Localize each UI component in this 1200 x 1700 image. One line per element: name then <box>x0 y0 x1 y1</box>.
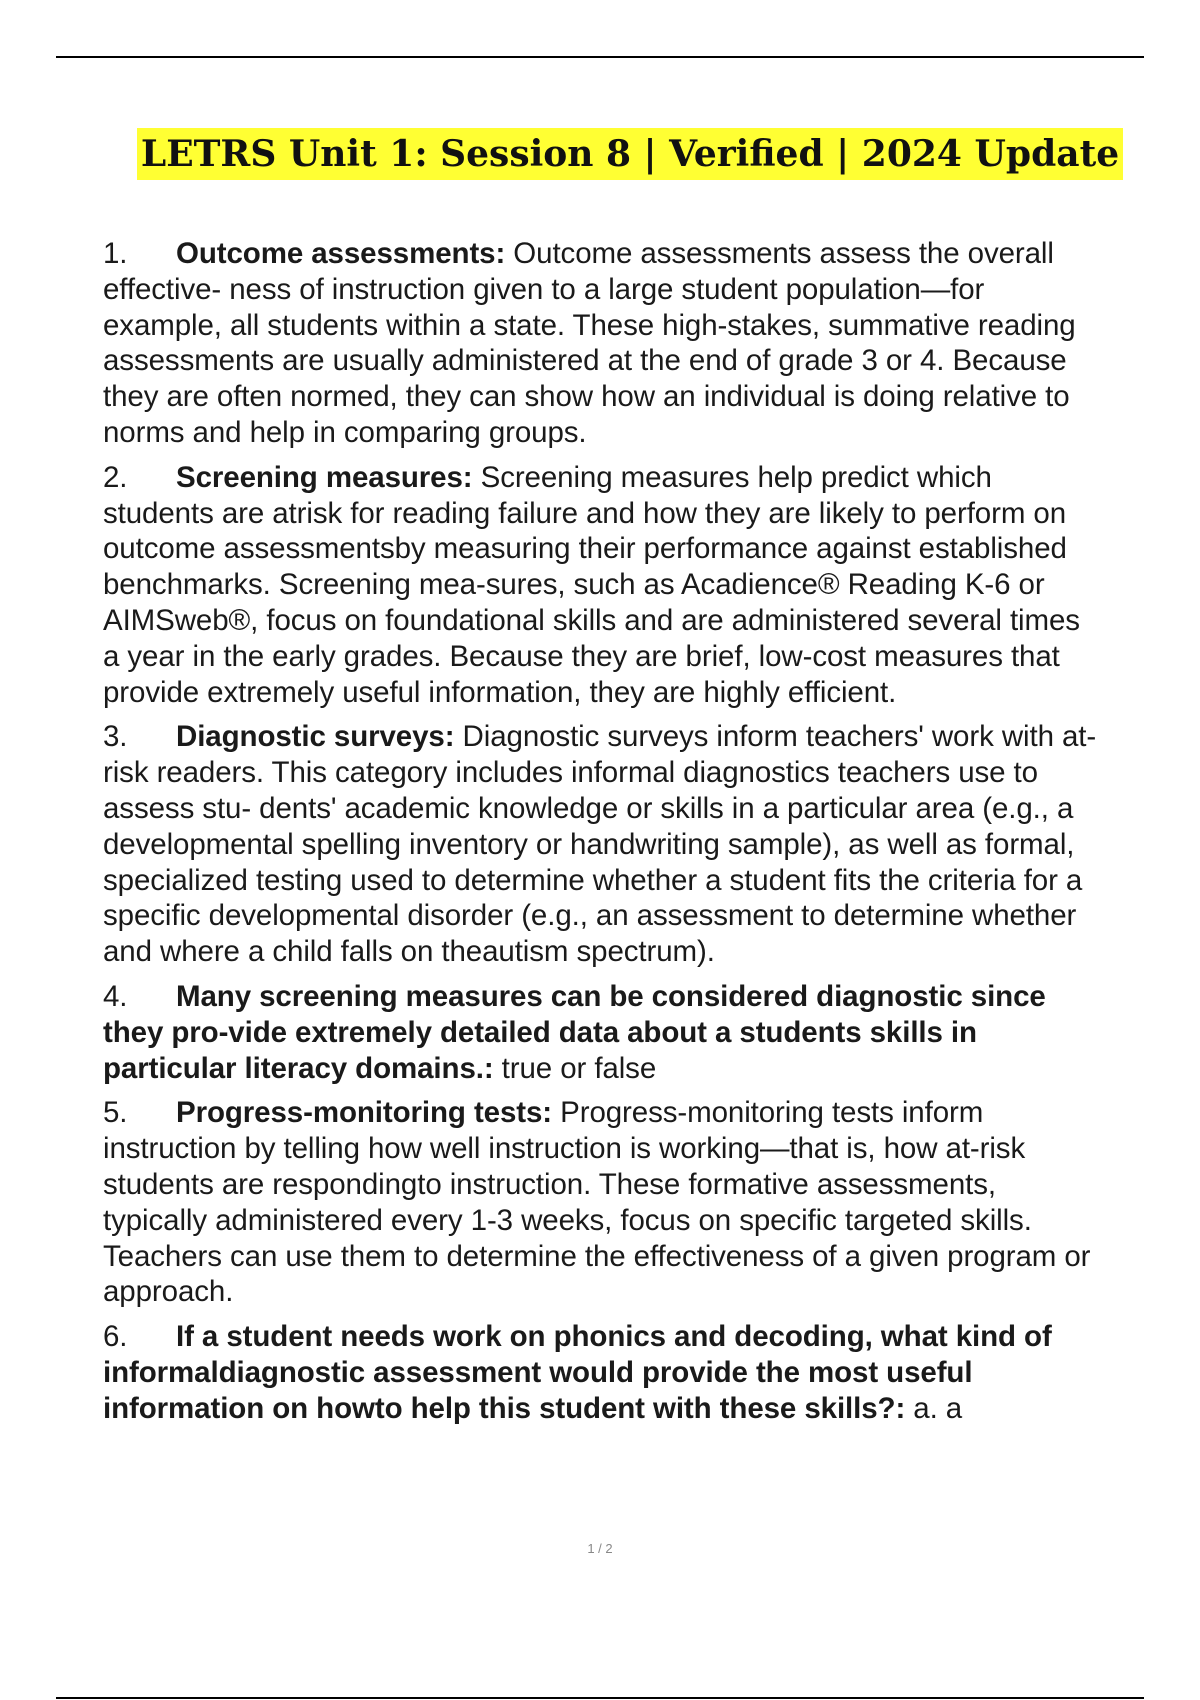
item-term: Screening measures: <box>176 460 473 494</box>
item-term: Diagnostic surveys: <box>176 720 455 754</box>
item-text: Screening measures help predict which students are atrisk for reading failure and how they are likely to perform on outcome assessmentsby measuring their performance against established benchmarks. Screening mea-sures, such as Acadience® Reading K-6 or AIMSweb®, focus on foundational skills and are administered several times a year in the early grades. Because they are brief, low-cost measures that provide extremely useful information, they are highly efficient. <box>103 460 1080 709</box>
list-item <box>103 979 1103 1086</box>
item-number: 2. <box>103 460 128 494</box>
document-title: LETRS Unit 1: Session 8 | Verified | 2024 Update <box>137 128 1123 180</box>
item-number: 6. <box>103 1320 128 1354</box>
list-item <box>103 719 1103 970</box>
item-term: Outcome assessments: <box>176 237 506 270</box>
item-number: 1. <box>103 237 128 270</box>
item-number: 5. <box>103 1096 128 1130</box>
item-text: Progress-monitoring tests inform instruction by telling how well instruction is working—that is, how at-risk students are respondingto instruction. These formative assessments, typically administered every 1-3 weeks, focus on specific targeted skills. Teachers can use them to determine the effectiveness of a given program or approach. <box>103 1096 1091 1309</box>
item-number: 3. <box>103 720 128 754</box>
list-item <box>103 236 1103 451</box>
page-indicator: 1 / 2 <box>587 1541 613 1556</box>
item-text: Diagnostic surveys inform teachers' work with at-risk readers. This category includes informal diagnostics teachers use to assess stu- dents' academic knowledge or skills in a particular area (e.g., a developmental spelling inventory or handwriting sample), as well as formal, specialized testing used to determine whether a student fits the criteria for a specific developmental disorder (e.g., an assessment to determine whether and where a child falls on theautism spectrum). <box>103 720 1097 969</box>
question-list <box>103 236 1103 1436</box>
item-term: Progress-monitoring tests: <box>176 1096 553 1130</box>
item-term: If a student needs work on phonics and decoding, what kind of informaldiagnostic assessment would provide the most useful information on howto help this student with these skills?: <box>103 1320 1052 1425</box>
list-item <box>103 1095 1103 1310</box>
item-text: true or false <box>493 1051 657 1085</box>
list-item <box>103 1319 1103 1426</box>
bottom-rule <box>56 1697 1144 1699</box>
list-item <box>103 460 1103 711</box>
title-container <box>0 128 1200 180</box>
top-rule <box>56 56 1144 58</box>
item-number: 4. <box>103 979 128 1013</box>
item-term: Many screening measures can be considered diagnostic since they pro-vide extremely detailed data about a students skills in particular literacy domains.: <box>103 979 1046 1085</box>
item-text: Outcome assessments assess the overall effective- ness of instruction given to a large student population—for example, all students within a state. These high-stakes, summative reading assessments are usually administered at the end of grade 3 or 4. Because they are often normed, they can show how an individual is doing relative to norms and help in comparing groups. <box>103 237 1076 449</box>
item-text: a. a <box>905 1391 963 1425</box>
